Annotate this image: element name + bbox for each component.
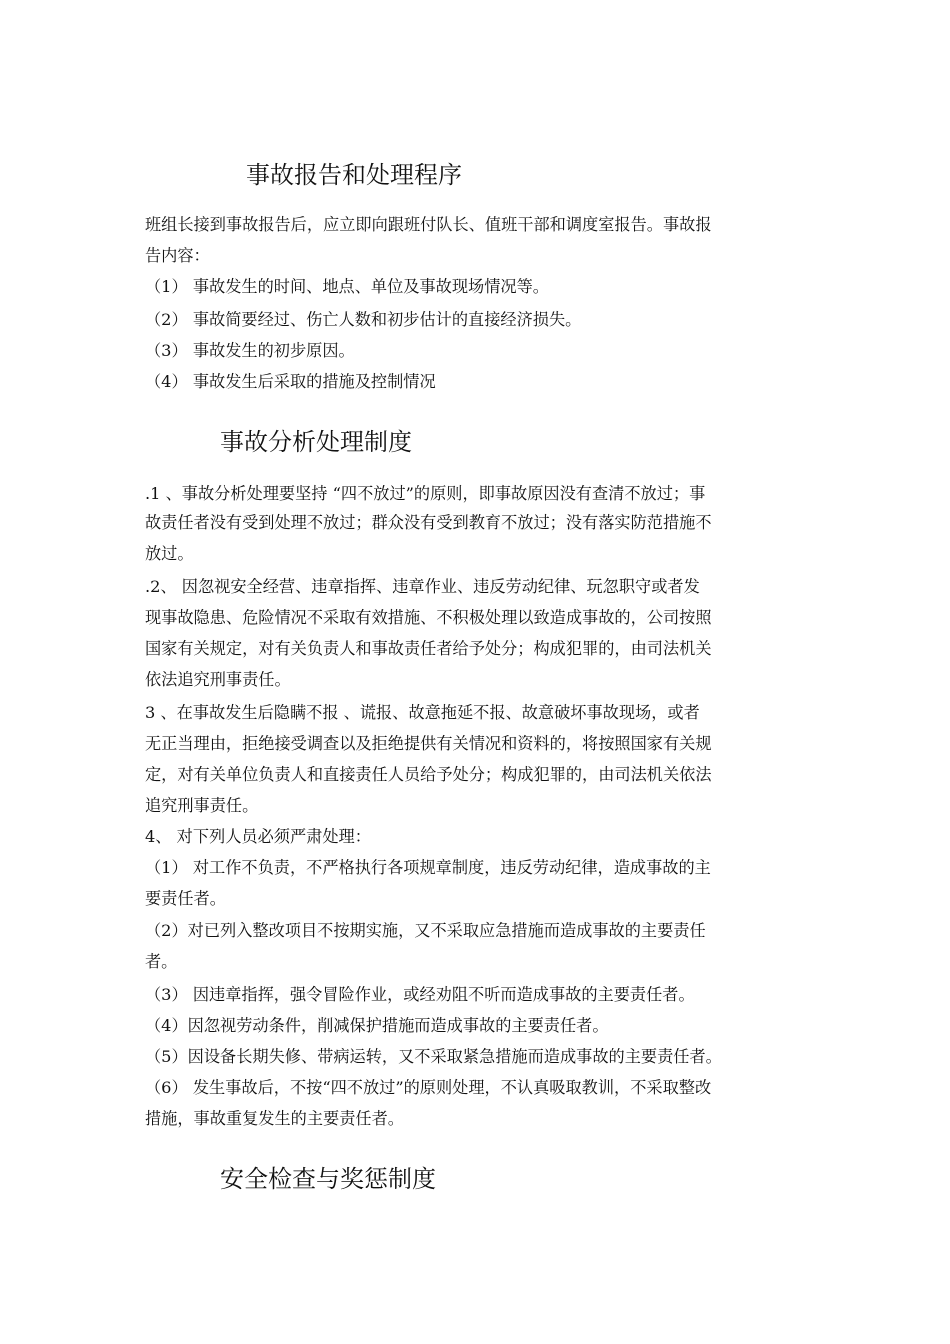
list-item: （2） 事故简要经过、伤亡人数和初步估计的直接经济损失。: [145, 310, 582, 329]
list-item: （3） 因违章指挥，强令冒险作业，或经劝阻不听而造成事故的主要责任者。: [145, 985, 695, 1004]
paragraph-line: 放过。: [145, 544, 194, 563]
paragraph-line: 班组长接到事故报告后，应立即向跟班付队长、值班干部和调度室报告。事故报: [145, 215, 712, 234]
list-item: （4） 事故发生后采取的措施及控制情况: [145, 372, 436, 391]
paragraph-line: 现事故隐患、危险情况不采取有效措施、不积极处理以致造成事故的，公司按照: [145, 608, 712, 627]
paragraph-line: 国家有关规定，对有关负责人和事故责任者给予处分；构成犯罪的，由司法机关: [145, 639, 712, 658]
list-item: （5）因设备长期失修、带病运转，又不采取紧急措施而造成事故的主要责任者。: [145, 1047, 722, 1066]
paragraph-line: 定，对有关单位负责人和直接责任人员给予处分；构成犯罪的，由司法机关依法: [145, 765, 712, 784]
list-item: （4）因忽视劳动条件，削减保护措施而造成事故的主要责任者。: [145, 1016, 609, 1035]
section-heading-accident-report: 事故报告和处理程序: [246, 161, 462, 189]
paragraph-line: 无正当理由，拒绝接受调查以及拒绝提供有关情况和资料的，将按照国家有关规: [145, 734, 712, 753]
paragraph-line: 3 、在事故发生后隐瞒不报 、谎报、故意拖延不报、故意破坏事故现场，或者: [145, 703, 700, 722]
paragraph-line: 告内容：: [145, 246, 210, 265]
list-item: 者。: [145, 952, 178, 971]
paragraph-line: 追究刑事责任。: [145, 796, 259, 815]
paragraph-line: 4、 对下列人员必须严肃处理：: [145, 827, 371, 846]
list-item: 措施，事故重复发生的主要责任者。: [145, 1109, 404, 1128]
list-item: （1） 事故发生的时间、地点、单位及事故现场情况等。: [145, 277, 549, 296]
paragraph-line: 故责任者没有受到处理不放过；群众没有受到教育不放过；没有落实防范措施不: [145, 513, 712, 532]
list-item: 要责任者。: [145, 889, 226, 908]
paragraph-line: 依法追究刑事责任。: [145, 670, 291, 689]
section-heading-safety-inspection: 安全检查与奖惩制度: [220, 1165, 436, 1193]
list-item: （6） 发生事故后，不按“四不放过”的原则处理，不认真吸取教训，不采取整改: [145, 1078, 712, 1097]
list-item: （1） 对工作不负责，不严格执行各项规章制度，违反劳动纪律，造成事故的主: [145, 858, 711, 877]
list-item: （2）对已列入整改项目不按期实施，又不采取应急措施而造成事故的主要责任: [145, 921, 706, 940]
paragraph-line: .2、 因忽视安全经营、违章指挥、违章作业、违反劳动纪律、玩忽职守或者发: [145, 577, 700, 596]
paragraph-line: .1 、事故分析处理要坚持 “四不放过”的原则，即事故原因没有查清不放过；事: [145, 484, 706, 503]
section-heading-accident-analysis: 事故分析处理制度: [220, 428, 412, 456]
list-item: （3） 事故发生的初步原因。: [145, 341, 355, 360]
